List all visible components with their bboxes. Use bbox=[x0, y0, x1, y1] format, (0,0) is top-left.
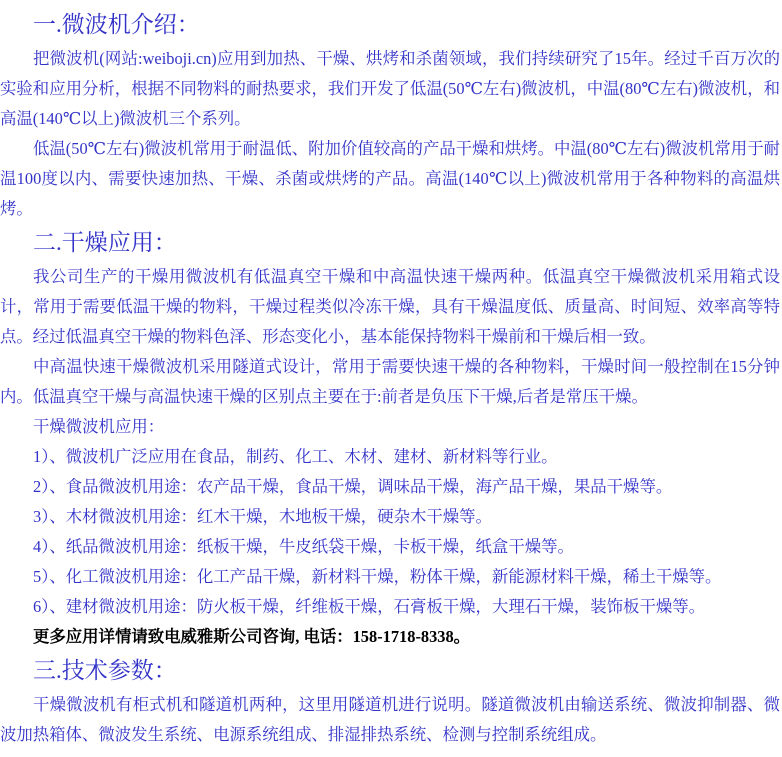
applications-intro-line: 干燥微波机应用： bbox=[33, 417, 165, 436]
list-item-6: 6）、建材微波机用途：防火板干燥，纤维板干燥，石膏板干燥，大理石干燥，装饰板干燥等。 bbox=[33, 597, 706, 616]
intro-paragraph-1: 把微波机(网站:weiboji.cn)应用到加热、干燥、烘烤和杀菌领域，我们持续研究了15年。经过千百万次的实验和应用分析，根据不同物料的耐热要求，我们开发了低温(50℃左右)微波机，中温(80℃左右)微波机，和高温(140℃以上)微波机三个系列。 bbox=[0, 49, 780, 128]
drying-paragraph-1: 我公司生产的干燥用微波机有低温真空干燥和中高温快速干燥两种。低温真空干燥微波机采用箱式设计，常用于需要低温干燥的物料，干燥过程类似冷冻干燥，具有干燥温度低、质量高、时间短、效率高等特点。经过低温真空干燥的物料色泽、形态变化小，基本能保持物料干燥前和干燥后相一致。 bbox=[0, 267, 780, 346]
technical-paragraph-1: 干燥微波机有柜式机和隧道机两种，这里用隧道机进行说明。隧道微波机由输送系统、微波抑制器、微波加热箱体、微波发生系统、电源系统组成、排湿排热系统、检测与控制系统组成。 bbox=[0, 695, 780, 744]
section-3-heading: 三.技术参数： bbox=[33, 658, 177, 683]
list-item-4: 4）、纸品微波机用途：纸板干燥，牛皮纸袋干燥，卡板干燥，纸盒干燥等。 bbox=[33, 537, 574, 556]
contact-phone-note: 更多应用详情请致电威雅斯公司咨询, 电话：158-1718-8338。 bbox=[33, 627, 471, 646]
drying-paragraph-2: 中高温快速干燥微波机采用隧道式设计，常用于需要快速干燥的各种物料，干燥时间一般控制在15分钟内。低温真空干燥与高温快速干燥的区别点主要在于:前者是负压下干燥,后者是常压干燥。 bbox=[0, 357, 780, 406]
list-item-5: 5）、化工微波机用途：化工产品干燥，新材料干燥，粉体干燥，新能源材料干燥，稀土干燥等。 bbox=[33, 567, 722, 586]
document-page bbox=[0, 6, 782, 757]
list-item-1: 1）、微波机广泛应用在食品，制药、化工、木材、建材、新材料等行业。 bbox=[33, 447, 558, 466]
list-item-3: 3）、木材微波机用途：红木干燥，木地板干燥，硬杂木干燥等。 bbox=[33, 507, 492, 526]
section-1-heading: 一.微波机介绍： bbox=[33, 12, 200, 37]
list-item-2: 2）、食品微波机用途：农产品干燥，食品干燥，调味品干燥，海产品干燥，果品干燥等。 bbox=[33, 477, 673, 496]
intro-paragraph-2: 低温(50℃左右)微波机常用于耐温低、附加价值较高的产品干燥和烘烤。中温(80℃左右)微波机常用于耐温100度以内、需要快速加热、干燥、杀菌或烘烤的产品。高温(140℃以上)微波机常用于各种物料的高温烘烤。 bbox=[0, 139, 780, 218]
section-2-heading: 二.干燥应用： bbox=[33, 230, 177, 255]
